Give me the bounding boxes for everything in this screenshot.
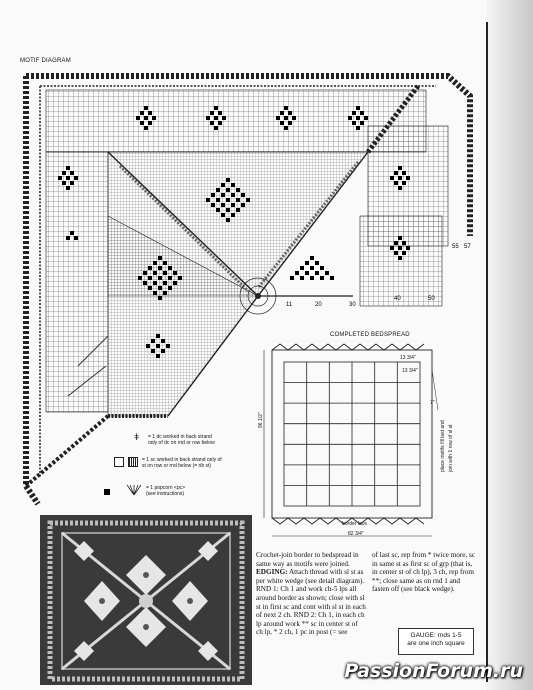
dc-symbol-icon: ǂ	[134, 432, 140, 442]
popcorn-fan-icon	[126, 484, 142, 496]
instructions-intro: Crochet-join border to bedspread in same way as motifs were joined.	[256, 551, 359, 568]
diagram-title: MOTIF DIAGRAM	[20, 58, 71, 64]
square-size-label-2: 13 3/4"	[402, 368, 418, 374]
border-lace-label: border lace	[342, 521, 368, 527]
row-number-20: 20	[315, 302, 322, 308]
legend-sc: = 1 sc worked in back strand only of st on row or rnd below (= rib st)	[142, 457, 222, 469]
row-number-30: 30	[349, 302, 356, 308]
bedspread-diagram	[258, 340, 458, 545]
instructions-col1	[256, 551, 366, 637]
book-spine-shadow	[487, 0, 533, 690]
row-number-11: 11	[286, 302, 293, 308]
sc-symbol-icon	[114, 457, 124, 467]
watermark: PassionForum.ru	[344, 660, 523, 682]
finished-motif-photo	[40, 515, 252, 685]
square-size-label-1: 13 3/4"	[400, 355, 416, 361]
col-number-57: 57	[464, 244, 471, 250]
popcorn-symbol-icon	[104, 489, 110, 495]
col-number-55: 55	[452, 244, 459, 250]
page-edge-line	[486, 22, 488, 682]
corner-mark-label: 7"	[430, 400, 435, 406]
instructions-edging: Attach thread with sl st as per white wedge (see detail diagram). RND 1: Ch 1 and work ch-5 lps all around border as shown; close with sl st in first sc and cont with sl st in each of next 2 ch. RND 2: Ch 1, in each ch lp around work ** sc in center st of ch lp, * 2 ch, 1 pc in post (= see	[256, 568, 366, 637]
edging-heading: EDGING:	[256, 568, 288, 577]
legend-dc: = 1 dc worked in back strand only of dc on rnd or row below	[148, 434, 215, 446]
gauge-line-2: are one inch square	[407, 640, 465, 647]
side-note-1: place motifs fill last and	[440, 420, 446, 472]
row-number-50: 50	[428, 296, 435, 302]
rib-symbol-icon	[128, 457, 138, 467]
gauge-box	[398, 628, 474, 655]
row-number-40: 40	[394, 296, 401, 302]
side-note-2: join with 1 row of sl st	[448, 424, 454, 472]
legend-popcorn: = 1 popcorn <pc> (see instructions)	[146, 485, 186, 497]
bedspread-height-label: 96 1/2"	[258, 412, 264, 428]
gauge-line-1: GAUGE: rnds 1-5	[410, 632, 462, 639]
instructions-col2: of last sc, rep from * twice more, sc in same st as first sc of grp (that is, in center st of ch lp), 3 ch, rep from **; close same as on rnd 1 and fasten off (see black wedge).	[372, 551, 475, 594]
bedspread-width-label: 82 3/4"	[348, 531, 364, 537]
bedspread-title: COMPLETED BEDSPREAD	[330, 332, 410, 338]
